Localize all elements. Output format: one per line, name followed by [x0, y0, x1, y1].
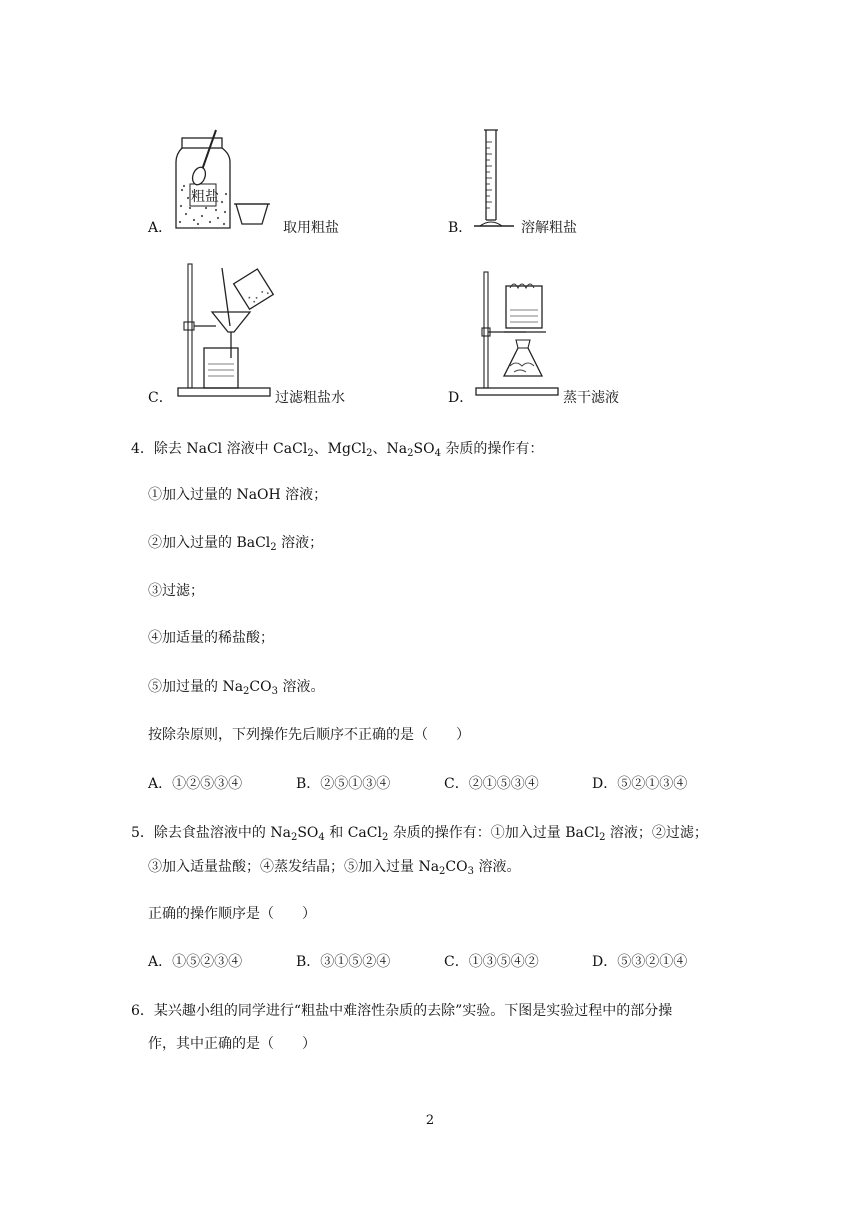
q6-line1: 6．某兴趣小组的同学进行“粗盐中难溶性杂质的去除”实验。下图是实验过程中的部分操 — [131, 1003, 673, 1019]
q4-question: 按除杂原则，下列操作先后顺序不正确的是（ ） — [148, 727, 470, 743]
figure-c-letter: C． — [148, 390, 173, 406]
figure-d-caption: 蒸干滤液 — [563, 390, 619, 406]
q5-line2: ③加入适量盐酸；④蒸发结晶；⑤加入过量 $Na_2CO_3$ 溶液。 — [148, 859, 521, 877]
q4-op5: ⑤加过量的 $Na_2CO_3$ 溶液。 — [148, 679, 325, 697]
figure-b-letter: B． — [448, 220, 473, 236]
q4-op3: ③过滤； — [148, 583, 204, 599]
q5-question: 正确的操作顺序是（ ） — [148, 906, 316, 922]
figure-a-caption: 取用粗盐 — [283, 220, 339, 236]
q4-choice-d[interactable]: D．⑤②①③④ — [592, 776, 688, 792]
q5-choice-a[interactable]: A．①⑤②③④ — [148, 954, 243, 970]
figure-b-illustration — [474, 128, 520, 232]
q4-choice-b[interactable]: B．②⑤①③④ — [296, 776, 391, 792]
q5-choice-d[interactable]: D．⑤③②①④ — [592, 954, 688, 970]
figure-c-illustration — [176, 262, 276, 400]
figure-d-letter: D． — [448, 390, 474, 406]
figure-a-illustration — [172, 128, 282, 232]
q4-choice-a[interactable]: A．①②⑤③④ — [148, 776, 243, 792]
q4-op2: ②加入过量的 BaCl$_2$ 溶液； — [148, 535, 324, 553]
q4-stem: 4．除去 NaCl 溶液中 CaCl$_2$、MgCl$_2$、$Na_2SO_4$ 杂质的操作有： — [131, 441, 544, 459]
q6-line2: 作，其中正确的是（ ） — [148, 1036, 316, 1052]
q4-choice-c[interactable]: C．②①⑤③④ — [444, 776, 539, 792]
page-number: 2 — [425, 1113, 435, 1128]
figure-c-caption: 过滤粗盐水 — [275, 390, 345, 406]
jar-label: 粗盐 — [191, 189, 219, 205]
figure-b-caption: 溶解粗盐 — [521, 220, 577, 236]
q4-op4: ④加适量的稀盐酸； — [148, 630, 274, 646]
q5-choice-b[interactable]: B．③①⑤②④ — [296, 954, 391, 970]
q5-choice-c[interactable]: C．①③⑤④② — [444, 954, 539, 970]
figure-a-letter: A． — [148, 220, 173, 236]
q5-line1: 5．除去食盐溶液中的 $Na_2SO_4$ 和 CaCl$_2$ 杂质的操作有：①加入过量 BaCl$_2$ 溶液；②过滤； — [131, 825, 708, 843]
figure-d-illustration — [474, 270, 564, 400]
q4-op1: ①加入过量的 NaOH 溶液； — [148, 487, 328, 503]
